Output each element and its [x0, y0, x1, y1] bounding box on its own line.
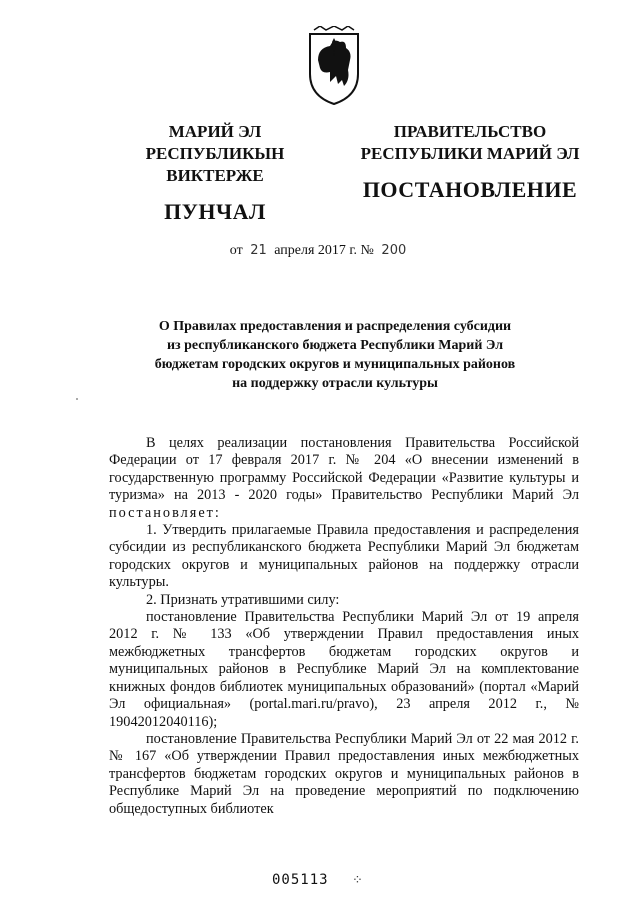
date-number-line — [0, 243, 640, 259]
coat-of-arms-bear-icon — [304, 26, 364, 106]
document-subject — [120, 317, 550, 393]
date-day: 21 — [250, 243, 267, 258]
document-number: 200 — [381, 243, 407, 258]
resolves-word: постановляет: — [109, 504, 221, 521]
header-russian-line1: ПРАВИТЕЛЬСТВО — [393, 122, 547, 141]
header-russian-block — [355, 121, 585, 201]
header-mari-line2: ВИКТЕРЖЕ — [166, 166, 264, 185]
item-2b-paragraph: постановление Правительства Республики Марий Эл от 22 мая 2012 г. № 167 «Об утверждении Правил предоставления иных межбюджетных трансфертов бюджетам городских округов и муниципальных районов в Республике Марий Эл на проведение мероприятий по подключению общедоступных библиотек — [109, 730, 579, 817]
header-mari-title: ПУНЧАЛ — [164, 199, 266, 224]
intro-paragraph — [109, 435, 579, 522]
date-prefix: от — [229, 243, 243, 258]
item-2-paragraph: 2. Признать утратившими силу: — [146, 591, 340, 608]
document-body — [109, 435, 579, 818]
header-mari-block — [100, 121, 330, 223]
intro-text: В целях реализации постановления Правительства Российской Федерации от 17 февраля 2017 г. № 204 «О внесении изменений в государственную программу Российской Федерации «Развитие культуры и туризма» на 2013 - 2020 годы» Правительство Республики Марий Эл — [109, 435, 579, 504]
header-mari-line1: МАРИЙ ЭЛ РЕСПУБЛИКЫН — [145, 122, 285, 163]
subject-line: на поддержку отрасли культуры — [232, 376, 438, 391]
subject-line: бюджетам городских округов и муниципальных районов — [154, 357, 516, 372]
subject-line: О Правилах предоставления и распределения субсидии — [158, 319, 512, 334]
date-month-year: апреля 2017 г. № — [274, 243, 374, 258]
item-1-paragraph: 1. Утвердить прилагаемые Правила предоставления и распределения субсидии из республиканского бюджета Республики Марий Эл бюджетам городских округов и муниципальных районов на поддержку отрасли культуры. — [109, 522, 579, 591]
item-2a-paragraph: постановление Правительства Республики Марий Эл от 19 апреля 2012 г. № 133 «Об утверждении Правил предоставления иных межбюджетных трансфертов бюджетам городских округов и муниципальных районов в Республике Марий Эл на комплектование книжных фондов библиотек муниципальных образований» (портал «Марий Эл официальная» (portal.mari.ru/pravo), 23 апреля 2012 г., № 19042012040116); — [109, 609, 579, 730]
header-russian-line2: РЕСПУБЛИКИ МАРИЙ ЭЛ — [360, 144, 580, 163]
footer-mark: ⁘ — [352, 872, 363, 887]
subject-line: из республиканского бюджета Республики Марий Эл — [166, 338, 504, 353]
scan-speck — [76, 398, 78, 400]
serial-number: 005113 — [272, 872, 329, 888]
header-russian-title: ПОСТАНОВЛЕНИЕ — [362, 177, 578, 202]
